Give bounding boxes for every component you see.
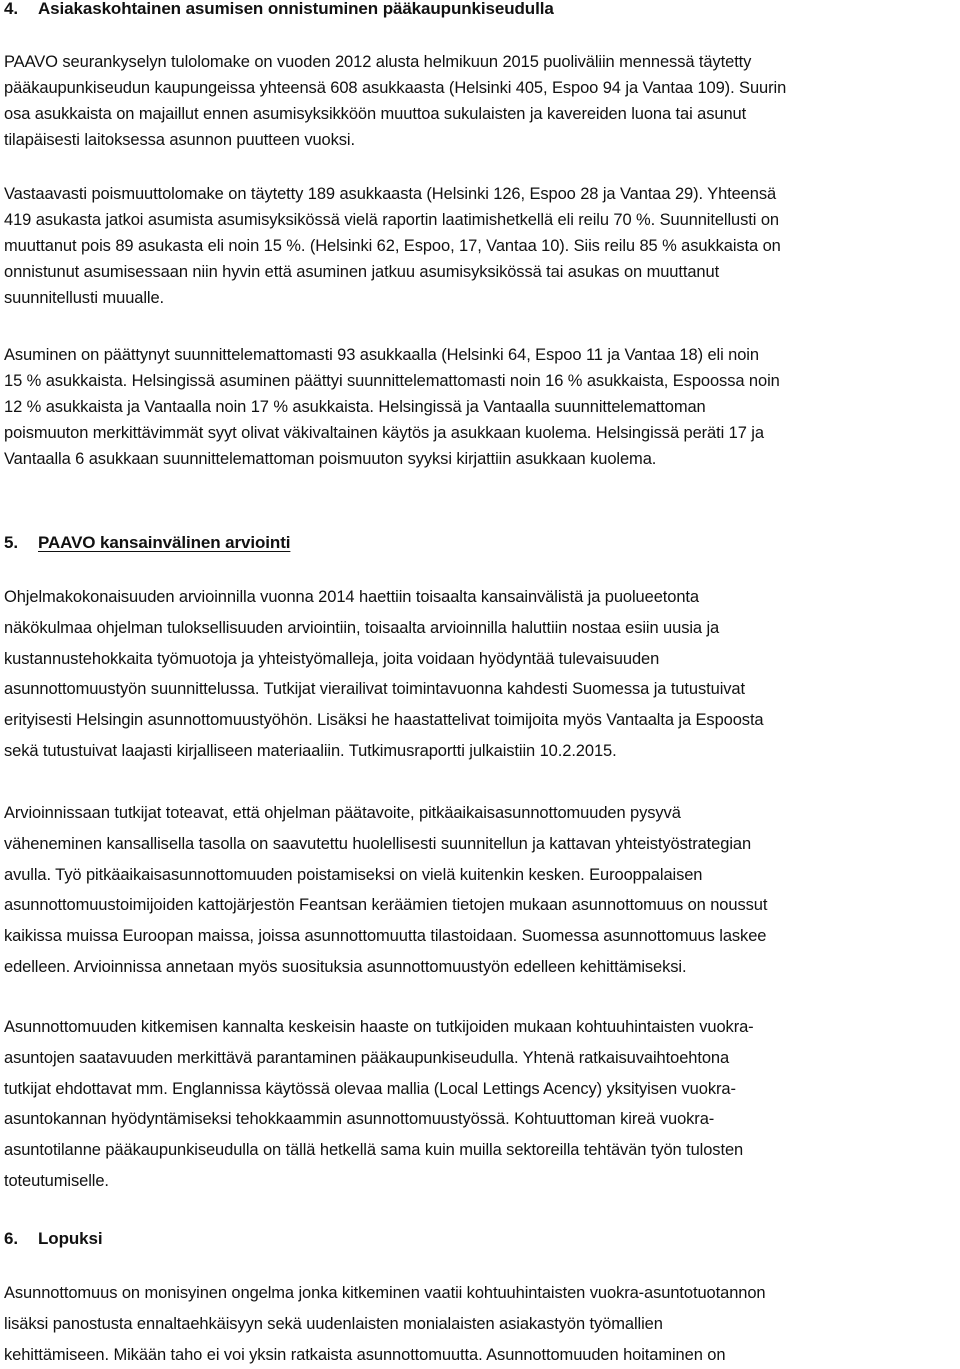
text-line: erityisesti Helsingin asunnottomuustyöhön. Lisäksi he haastattelivat toimijoita myös Vantaalta ja Espoosta xyxy=(4,711,764,730)
text-line: suunnitellusti muualle. xyxy=(4,289,165,307)
text-line: Vastaavasti poismuuttolomake on täytetty 189 asukkaasta (Helsinki 126, Espoo 28 ja Vantaa 29). Yhteensä xyxy=(4,185,777,203)
text-line: lisäksi panostusta ennaltaehkäisyyn sekä uudenlaisten monialaisten asiakastyön työmallien xyxy=(4,1314,663,1333)
text-line: väheneminen kansallisella tasolla on saavutettu huolellisesti suunnitellun ja kattavan yhteistyöstrategian xyxy=(4,834,752,853)
text-line: Asuminen on päättynyt suunnittelemattomasti 93 asukkaalla (Helsinki 64, Espoo 11 ja Vantaa 18) eli noin xyxy=(4,346,759,364)
paragraph xyxy=(4,798,767,983)
text-line: 15 % asukkaista. Helsingissä asuminen päättyi suunnittelemattomasti noin 16 % asukkaista, Espoossa noin xyxy=(4,372,780,390)
text-line: Arvioinnissaan tutkijat toteavat, että ohjelman päätavoite, pitkäaikaisasunnottomuuden pysyvä xyxy=(4,804,681,822)
paragraph xyxy=(4,1278,766,1369)
text-line: kustannustehokkaita työmuotoja ja yhteistyömalleja, joita voidaan hyödyntää tulevaisuuden xyxy=(4,649,660,668)
text-line: toteutumiselle. xyxy=(4,1171,109,1190)
section-title: Asiakaskohtainen asumisen onnistuminen pääkaupunkiseudulla xyxy=(38,0,554,18)
section-title: PAAVO kansainvälinen arviointi xyxy=(38,533,291,552)
text-line: poismuuton merkittävimmät syyt olivat väkivaltainen käytös ja asukkaan kuolema. Helsingissä peräti 17 ja xyxy=(4,424,764,442)
text-line: tilapäisesti laitoksessa asunnon puutteen vuoksi. xyxy=(4,131,355,149)
paragraph xyxy=(4,1012,754,1197)
text-line: 12 % asukkaista ja Vantaalla noin 17 % asukkaista. Helsingissä ja Vantaalla suunnittelemattoman xyxy=(4,398,706,416)
section-4-heading xyxy=(4,0,554,22)
text-line: asunnottomuustyön suunnittelussa. Tutkijat vierailivat toimintavuonna kahdesti Suomessa ja tutustuivat xyxy=(4,680,745,699)
text-line: Asunnottomuus on monisyinen ongelma jonka kitkeminen vaatii kohtuuhintaisten vuokra-asuntotuotannon xyxy=(4,1284,766,1302)
section-6-heading xyxy=(4,1226,102,1252)
section-number: 5. xyxy=(4,533,18,552)
text-line: muuttanut pois 89 asukasta eli noin 15 %. (Helsinki 62, Espoo, 17, Vantaa 10). Siis reilu 85 % asukkaista on xyxy=(4,237,781,255)
text-line: Asunnottomuuden kitkemisen kannalta keskeisin haaste on tutkijoiden mukaan kohtuuhintaisten vuokra- xyxy=(4,1018,754,1036)
text-line: PAAVO seurankyselyn tulolomake on vuoden 2012 alusta helmikuun 2015 puoliväliin mennessä täytetty xyxy=(4,53,752,71)
section-number: 4. xyxy=(4,0,18,18)
text-line: onnistunut asumisessaan niin hyvin että asuminen jatkuu asumisyksikössä tai asukas on muuttanut xyxy=(4,263,720,281)
text-line: 419 asukasta jatkoi asumista asumisyksikössä vielä raportin laatimishetkellä eli reilu 70 %. Suunnitellusti on xyxy=(4,211,779,229)
text-line: asuntojen saatavuuden merkittävä parantaminen pääkaupunkiseudulla. Yhtenä ratkaisuvaihtoehtona xyxy=(4,1048,730,1067)
paragraph xyxy=(4,342,780,472)
text-line: edelleen. Arvioinnissa annetaan myös suosituksia asunnottomuustyön edelleen kehittämiseksi. xyxy=(4,957,687,976)
text-line: kaikissa muissa Euroopan maissa, joissa asunnottomuutta tilastoidaan. Suomessa asunnottomuus laskee xyxy=(4,927,767,946)
section-5-heading xyxy=(4,530,290,556)
paragraph xyxy=(4,582,764,767)
text-line: asunnottomuustoimijoiden kattojärjestön Feantsan keräämien tietojen mukaan asunnottomuus on noussut xyxy=(4,896,768,915)
text-line: asuntokannan hyödyntämiseksi tehokkaammin asunnottomuustyössä. Kohtuuttoman kireä vuokra- xyxy=(4,1110,715,1129)
text-line: Ohjelmakokonaisuuden arvioinnilla vuonna 2014 haettiin toisaalta kansainvälistä ja puolueetonta xyxy=(4,588,699,606)
text-line: asuntotilanne pääkaupunkiseudulla on tällä hetkellä sama kuin muilla sektoreilla tehtävän työn tulosten xyxy=(4,1141,744,1160)
text-line: tutkijat ehdottavat mm. Englannissa käytössä olevaa mallia (Local Lettings Acency) yksityisen vuokra- xyxy=(4,1079,736,1098)
text-line: sekä tutustuivat laajasti kirjalliseen materiaaliin. Tutkimusraportti julkaistiin 10.2.2015. xyxy=(4,741,617,760)
paragraph xyxy=(4,181,781,311)
text-line: avulla. Työ pitkäaikaisasunnottomuuden poistamiseksi on vielä kuitenkin kesken. Eurooppalaisen xyxy=(4,865,703,884)
text-line: kehittämiseen. Mikään taho ei voi yksin ratkaista asunnottomuutta. Asunnottomuuden hoitaminen on xyxy=(4,1345,726,1364)
section-number: 6. xyxy=(4,1229,18,1248)
text-line: pääkaupunkiseudun kaupungeissa yhteensä 608 asukkaasta (Helsinki 405, Espoo 94 ja Vantaa 109). Suurin xyxy=(4,79,787,97)
section-title: Lopuksi xyxy=(38,1229,103,1248)
paragraph xyxy=(4,49,786,153)
text-line: näkökulmaa ohjelman tuloksellisuuden arviointiin, toisaalta arvioinnilla haluttiin nostaa esiin uusia ja xyxy=(4,618,720,637)
text-line: osa asukkaista on majaillut ennen asumisyksikköön muuttoa sukulaisten ja kavereiden luona tai asunut xyxy=(4,105,747,123)
text-line: Vantaalla 6 asukkaan suunnittelemattoman poismuuton syyksi kirjattiin asukkaan kuolema. xyxy=(4,450,657,468)
